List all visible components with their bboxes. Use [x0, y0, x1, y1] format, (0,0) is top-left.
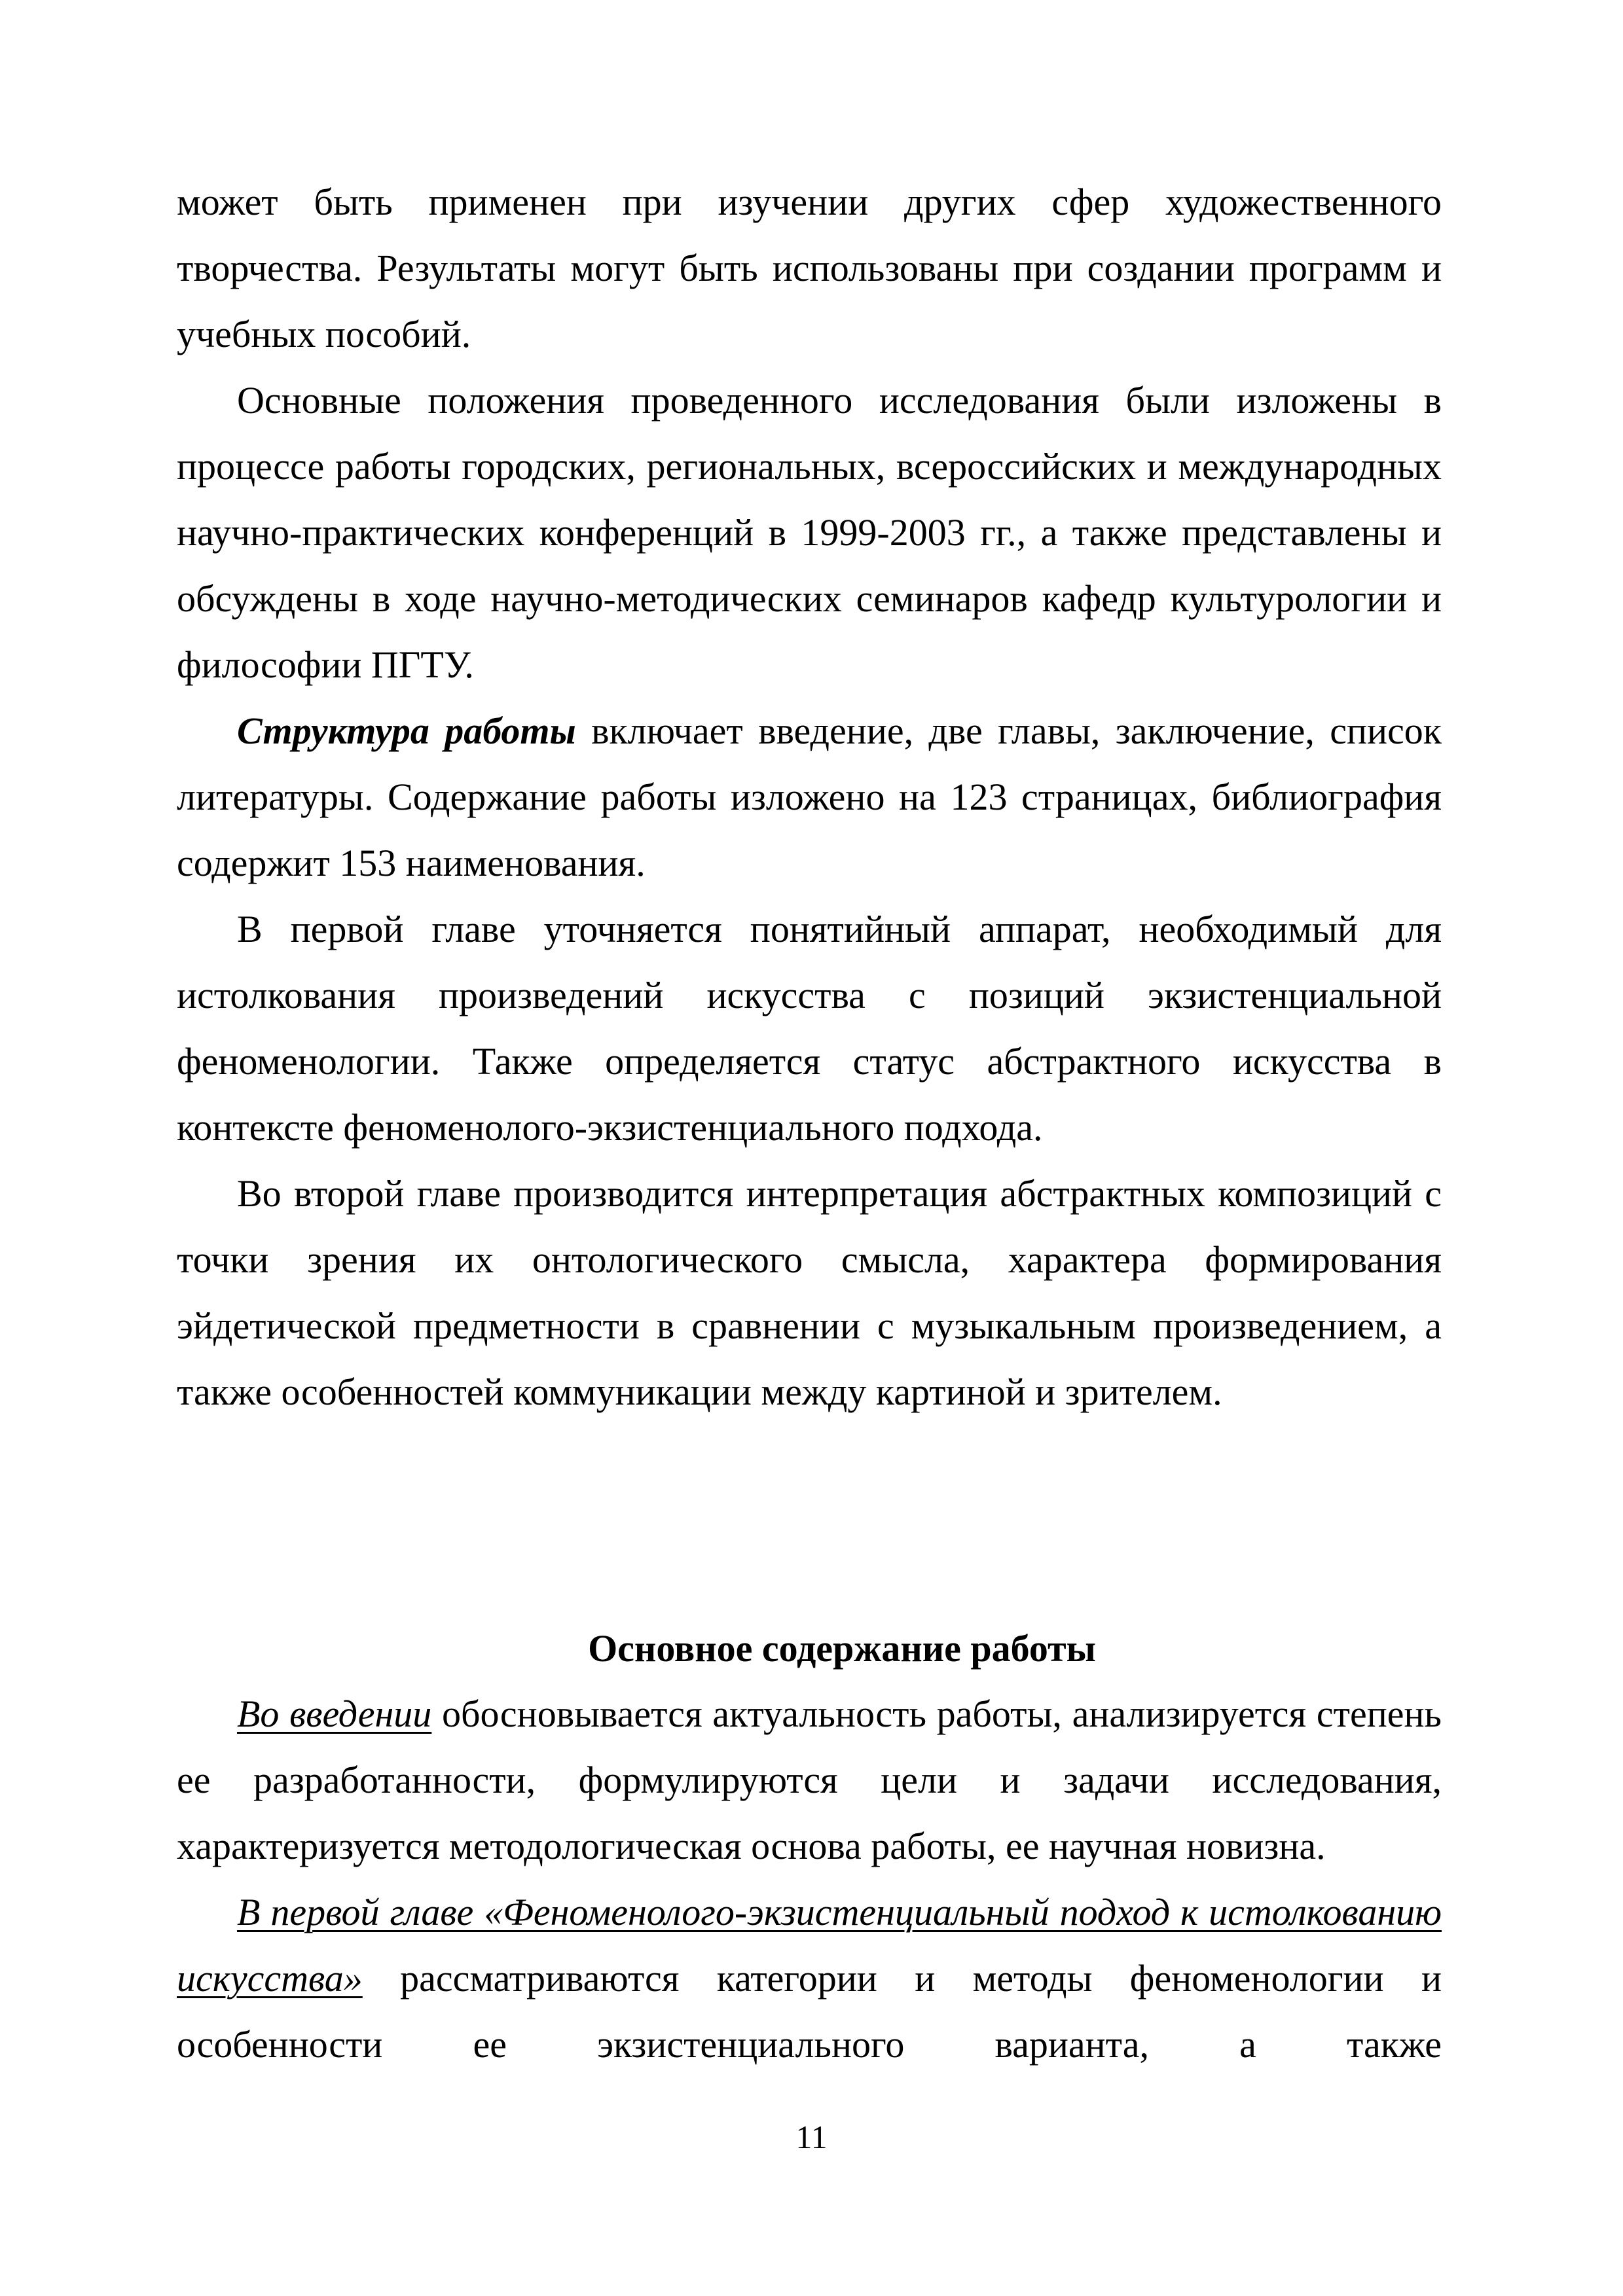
paragraph-approbation — [177, 367, 1442, 698]
paragraph-text: обосновывается актуальность работы, анализируется степень ее разработанности, формулируются цели и задачи исследования, характеризуется методологическая основа работы, ее научная новизна. — [177, 1693, 1442, 1867]
paragraph-introduction — [177, 1681, 1442, 1879]
paragraph-first-chapter — [177, 1879, 1442, 2077]
paragraph-chapter-two — [177, 1160, 1442, 1425]
body-text-bottom — [177, 1681, 1442, 2077]
section-heading: Основное содержание работы — [588, 1627, 1096, 1670]
paragraph-text: включает введение, две главы, заключение, список литературы. Содержание работы изложено на 123 страницах, библиография содержит 153 наименования. — [177, 709, 1442, 884]
page-number: 11 — [795, 2119, 828, 2155]
paragraph-lead: Структура работы — [237, 709, 576, 752]
paragraph-text: Основные положения проведенного исследования были изложены в процессе работы городских, региональных, всероссийских и международных научно-практических конференций в 1999-2003 гг., а также представлены и обсуждены в ходе научно-методических семинаров кафедр культурологии и философии ПГТУ. — [177, 379, 1442, 686]
paragraph-structure — [177, 698, 1442, 896]
body-text-top — [177, 169, 1442, 1425]
paragraph-text: В первой главе уточняется понятийный аппарат, необходимый для истолкования произведений искусства с позиций экзистенциальной феноменологии. Также определяется статус абстрактного искусства в контексте феноменолого-экзистенциального подхода. — [177, 908, 1442, 1149]
paragraph-text: рассматриваются категории и методы феноменологии и особенности ее экзистенциального варианта, а также — [177, 1957, 1442, 2066]
paragraph-continuation — [177, 169, 1442, 367]
paragraph-lead: В первой главе «Феноменолого-экзистенциальный подход к истолкованию искусства» — [177, 1891, 1442, 2000]
paragraph-lead: Во введении — [237, 1693, 432, 1735]
paragraph-text: Во второй главе производится интерпретация абстрактных композиций с точки зрения их онтологического смысла, характера формирования эйдетической предметности в сравнении с музыкальным произведением, а также особенностей коммуникации между картиной и зрителем. — [177, 1172, 1442, 1413]
paragraph-chapter-one — [177, 896, 1442, 1160]
paragraph-text: может быть применен при изучении других сфер художественного творчества. Результаты могут быть использованы при создании программ и учебных пособий. — [177, 181, 1442, 355]
